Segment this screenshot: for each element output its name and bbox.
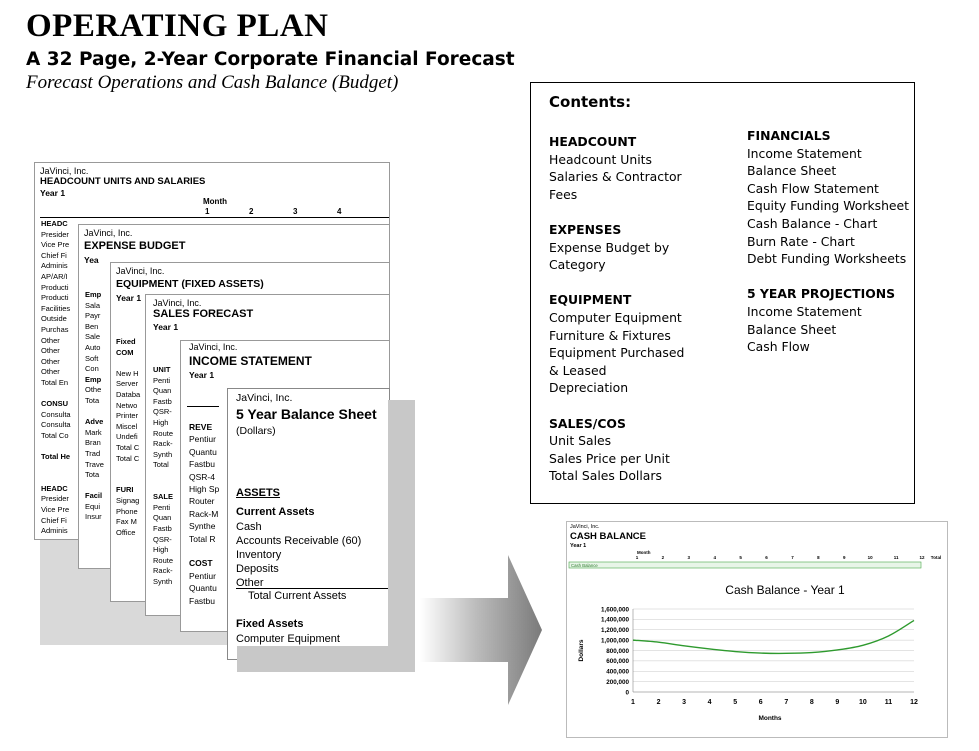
contents-item: Expense Budget by: [549, 239, 670, 255]
row-label: HEADC: [41, 483, 68, 493]
row-label: [116, 464, 140, 475]
year-label: Year 1: [570, 543, 587, 549]
row-label: [153, 482, 173, 493]
page-shadow: [388, 400, 415, 672]
row-label: Miscel: [116, 421, 138, 431]
month-header: 4: [713, 555, 716, 560]
current-assets-heading: Current Assets: [236, 506, 315, 518]
row-label: Bran: [85, 438, 101, 448]
row-label: Signag: [116, 495, 140, 505]
contents-item: Cash Balance - Chart: [747, 215, 878, 231]
x-tick-label: 7: [784, 699, 789, 706]
row-label: [85, 481, 104, 492]
row-label: Synth: [153, 576, 173, 586]
page-title: OPERATING PLAN: [26, 8, 329, 44]
divider: [40, 217, 389, 218]
row-label: UNIT: [153, 365, 171, 374]
year-label: Yea: [84, 255, 99, 265]
row-label: High Sp: [189, 484, 220, 495]
x-tick-label: 3: [682, 699, 687, 706]
row-label: Chief Fi: [41, 250, 67, 260]
headcount-rows: [41, 219, 71, 537]
x-tick-label: 6: [758, 699, 763, 706]
contents-item: Total Sales Dollars: [549, 468, 662, 484]
income-rows: [189, 421, 219, 607]
row-label: Deposits: [236, 563, 279, 575]
row-label: Quantu: [189, 583, 217, 594]
contents-section-heading: EQUIPMENT: [549, 292, 632, 308]
row-label: Netwo: [116, 400, 138, 410]
row-label: Facilities: [41, 303, 71, 313]
y-tick-label: 600,000: [606, 658, 629, 666]
row-label: Fastb: [153, 523, 172, 533]
company-name: JaVinci, Inc.: [116, 266, 165, 276]
x-tick-label: 10: [859, 699, 867, 706]
contents-section-heading: SALES/COS: [549, 415, 626, 431]
row-label: QSR-: [153, 534, 172, 544]
row-label: Other: [236, 577, 264, 589]
sales-rows: [153, 365, 173, 587]
row-label: COM: [116, 347, 134, 357]
row-label: AP/AR/I: [41, 271, 68, 281]
row-label: Chief Fi: [41, 515, 67, 525]
row-label: Emp: [85, 290, 102, 299]
total-current-assets: Total Current Assets: [248, 590, 347, 602]
row-label: REVE: [189, 422, 213, 432]
row-label: Trad: [85, 448, 101, 458]
contents-item: Furniture & Fixtures: [549, 327, 671, 343]
x-tick-label: 12: [910, 699, 918, 706]
contents-section-heading: EXPENSES: [549, 221, 622, 237]
x-tick-label: 4: [707, 699, 712, 706]
contents-item: Debt Funding Worksheets: [747, 251, 907, 267]
x-tick-label: 2: [656, 699, 661, 706]
x-tick-label: 11: [884, 699, 893, 706]
cash-balance-chart: [567, 522, 947, 737]
company-name: JaVinci, Inc.: [189, 342, 238, 352]
row-label: Printer: [116, 411, 139, 421]
year-label: Year 1: [153, 322, 179, 332]
month-header: 8: [817, 555, 820, 560]
row-label: Pentiur: [189, 434, 216, 445]
y-tick-label: 1,200,000: [600, 627, 629, 635]
row-label: Outside: [41, 314, 67, 324]
company-name: JaVinci, Inc.: [84, 228, 133, 238]
x-axis-label: Months: [758, 715, 782, 722]
y-tick-label: 200,000: [606, 678, 629, 686]
row-label: [41, 389, 71, 400]
x-tick-label: 5: [733, 699, 738, 706]
contents-right-column: [747, 127, 909, 356]
contents-heading: Contents:: [549, 93, 632, 111]
month-header: 3: [687, 555, 691, 560]
total-header: Total: [930, 555, 942, 560]
row-label: Pentiur: [189, 570, 216, 581]
row-label: [41, 441, 71, 452]
contents-item: Salaries & Contractor: [549, 169, 682, 185]
chart-title: Cash Balance - Year 1: [725, 583, 845, 597]
contents-item: Depreciation: [549, 380, 629, 396]
row-label: Cash: [236, 521, 262, 533]
row-label: Quan: [153, 513, 172, 523]
month-header: 1: [635, 555, 639, 560]
row-label: Fastb: [153, 396, 172, 406]
row-label: Quan: [153, 386, 172, 396]
row-label: Inventory: [236, 549, 282, 561]
month-header: 5: [739, 555, 742, 560]
row-label: High: [153, 545, 169, 555]
cash-page-title: CASH BALANCE: [570, 531, 646, 542]
row-label: [85, 407, 104, 418]
month-header: 7: [791, 555, 794, 560]
company-name: JaVinci, Inc.: [570, 524, 600, 530]
y-tick-label: 1,400,000: [600, 616, 629, 624]
year-label: Year 1: [189, 370, 215, 380]
contents-item: Fees: [549, 186, 578, 202]
row-label: Auto: [85, 342, 101, 352]
year-label: Year 1: [116, 293, 142, 303]
row-label: Insur: [85, 512, 102, 522]
month-header: 9: [843, 555, 846, 560]
row-label: Con: [85, 364, 99, 374]
row-label: CONSU: [41, 399, 69, 409]
contents-item: Category: [549, 257, 606, 273]
row-label: Emp: [85, 374, 102, 384]
row-label: Sala: [85, 300, 101, 310]
row-label: Accounts Receivable (60): [236, 535, 362, 547]
row-label: Total C: [116, 442, 140, 452]
assets-heading: ASSETS: [236, 487, 281, 499]
page-subtitle: A 32 Page, 2-Year Corporate Financial Forecast: [26, 49, 515, 70]
y-tick-label: 400,000: [606, 668, 629, 676]
month-header: 1: [205, 207, 210, 216]
company-name: JaVinci, Inc.: [40, 166, 89, 176]
equipment-rows: [116, 337, 140, 538]
row-label: Office: [116, 527, 136, 537]
arrow-right-icon: [420, 555, 545, 705]
month-header: 2: [661, 555, 665, 560]
income-title: INCOME STATEMENT: [189, 354, 312, 368]
row-label: Total Co: [41, 430, 69, 440]
row-label: QSR-4: [189, 471, 215, 482]
row-label: Penti: [153, 502, 171, 512]
contents-item: Burn Rate - Chart: [747, 233, 855, 249]
page-tagline: Forecast Operations and Cash Balance (Budget): [26, 72, 399, 93]
month-header: 12: [919, 555, 925, 560]
row-label: Tota: [85, 395, 100, 405]
month-label: Month: [637, 550, 651, 555]
year-label: Year 1: [40, 188, 66, 198]
contents-item: Equity Funding Worksheet: [747, 198, 910, 214]
row-label: [41, 473, 71, 484]
row-label: QSR-: [153, 407, 172, 417]
divider: [236, 588, 389, 589]
divider: [187, 406, 219, 407]
row-label: Total He: [41, 452, 71, 462]
contents-item: Income Statement: [747, 145, 862, 161]
row-label: Consulta: [41, 409, 71, 419]
x-tick-label: 1: [631, 699, 635, 706]
cash-balance-series-line: [633, 620, 914, 653]
row-label: Route: [153, 555, 174, 565]
row-label: Adminis: [41, 526, 68, 536]
row-label: Payr: [85, 311, 101, 321]
row-label: Other: [41, 335, 60, 345]
contents-item: Sales Price per Unit: [549, 450, 670, 466]
row-label: Total En: [41, 377, 69, 387]
row-label: Fastbu: [189, 459, 215, 470]
row-label: Vice Pre: [41, 505, 70, 515]
row-label: Presider: [41, 494, 69, 504]
balance-unit: (Dollars): [236, 425, 276, 437]
month-header: 10: [867, 555, 873, 560]
row-label: Undefi: [116, 432, 138, 442]
row-label: Total C: [116, 453, 140, 463]
row-label: [189, 545, 219, 557]
row-label: Quantu: [189, 446, 217, 457]
equipment-title: EQUIPMENT (FIXED ASSETS): [116, 278, 264, 290]
row-label: Producti: [41, 282, 69, 292]
row-label: Fax M: [116, 517, 137, 527]
row-label: COST: [189, 558, 213, 569]
month-header: 11: [893, 555, 899, 560]
row-label: Synth: [153, 449, 173, 459]
y-tick-label: 1,000,000: [600, 637, 629, 645]
contents-item: Headcount Units: [549, 151, 652, 167]
row-label: Ben: [85, 321, 99, 331]
balance-page: [227, 388, 390, 660]
row-label: Adve: [85, 417, 104, 427]
contents-item: & Leased: [549, 362, 607, 378]
row-label: Rack-: [153, 439, 173, 449]
row-label: [116, 358, 140, 369]
contents-section-heading: 5 YEAR PROJECTIONS: [747, 286, 896, 302]
row-label: [41, 463, 71, 474]
cash-balance-row-label: Cash Balance: [571, 562, 598, 568]
contents-box: [530, 82, 915, 504]
row-label: Mark: [85, 427, 102, 437]
contents-item: Cash Flow Statement: [747, 180, 879, 196]
row-label: Total: [153, 460, 169, 470]
company-name: JaVinci, Inc.: [153, 298, 202, 308]
month-header: 6: [765, 555, 768, 560]
row-label: Fastbu: [189, 595, 215, 606]
contents-item: Cash Flow: [747, 339, 810, 355]
row-label: Sale: [85, 332, 101, 342]
contents-item: Computer Equipment: [549, 309, 682, 325]
contents-item: Balance Sheet: [747, 321, 837, 337]
contents-item: Balance Sheet: [747, 163, 837, 179]
row-label: Presider: [41, 229, 69, 239]
y-tick-label: 800,000: [606, 647, 629, 655]
month-header: 2: [249, 207, 254, 216]
row-label: Trave: [85, 459, 104, 469]
row-label: Adminis: [41, 261, 68, 271]
row-label: Purchas: [41, 324, 69, 334]
row-label: Equi: [85, 501, 101, 511]
row-label: Consulta: [41, 420, 71, 430]
contents-item: Unit Sales: [549, 433, 612, 449]
x-tick-label: 9: [835, 699, 840, 706]
headcount-title: HEADCOUNT UNITS AND SALARIES: [40, 176, 206, 187]
x-tick-label: 8: [809, 699, 814, 706]
fixed-assets-items: [236, 632, 340, 646]
month-header: 3: [293, 207, 298, 216]
balance-items: [236, 520, 361, 590]
contents-item: Equipment Purchased: [549, 345, 685, 361]
contents-section-heading: HEADCOUNT: [549, 134, 637, 149]
row-label: High: [153, 417, 169, 427]
y-axis-label: Dollars: [578, 639, 585, 662]
contents-left-column: [549, 133, 684, 485]
row-label: Route: [153, 428, 174, 438]
sales-title: SALES FORECAST: [153, 308, 254, 320]
expense-rows: [85, 290, 104, 523]
row-label: Othe: [85, 385, 102, 395]
row-label: Fixed: [116, 337, 136, 346]
cash-balance-row: [569, 562, 921, 568]
month-label: Month: [203, 197, 227, 206]
row-label: Synthe: [189, 521, 216, 532]
y-tick-label: 1,600,000: [600, 606, 629, 614]
row-label: [153, 471, 173, 482]
month-header: 4: [337, 207, 342, 216]
row-label: Producti: [41, 293, 69, 303]
row-label: Other: [41, 356, 60, 366]
row-label: HEADC: [41, 219, 68, 228]
contents-item: Income Statement: [747, 303, 862, 319]
row-label: Other: [41, 346, 60, 356]
row-label: FURI: [116, 485, 134, 495]
fixed-assets-heading: Fixed Assets: [236, 618, 304, 630]
row-label: Total R: [189, 533, 216, 544]
row-label: Tota: [85, 470, 100, 480]
row-label: SALE: [153, 492, 174, 502]
row-label: Router: [189, 496, 215, 507]
row-label: Rack-M: [189, 508, 219, 519]
balance-title: 5 Year Balance Sheet: [236, 406, 377, 422]
row-label: New H: [116, 368, 139, 378]
row-label: Facil: [85, 491, 103, 501]
row-label: Penti: [153, 375, 171, 385]
row-label: Rack-: [153, 566, 173, 576]
row-label: Soft: [85, 353, 99, 363]
cash-balance-page: [566, 521, 948, 738]
row-label: Other: [41, 367, 60, 377]
row-label: Phone: [116, 506, 138, 516]
y-tick-label: 0: [625, 689, 629, 697]
row-label: Computer Equipment: [236, 633, 340, 645]
expense-title: EXPENSE BUDGET: [84, 240, 186, 252]
row-label: [116, 475, 140, 486]
company-name: JaVinci, Inc.: [236, 392, 293, 404]
contents-section-heading: FINANCIALS: [747, 128, 831, 143]
row-label: Databa: [116, 389, 141, 399]
row-label: Server: [116, 379, 139, 389]
row-label: Vice Pre: [41, 240, 70, 250]
